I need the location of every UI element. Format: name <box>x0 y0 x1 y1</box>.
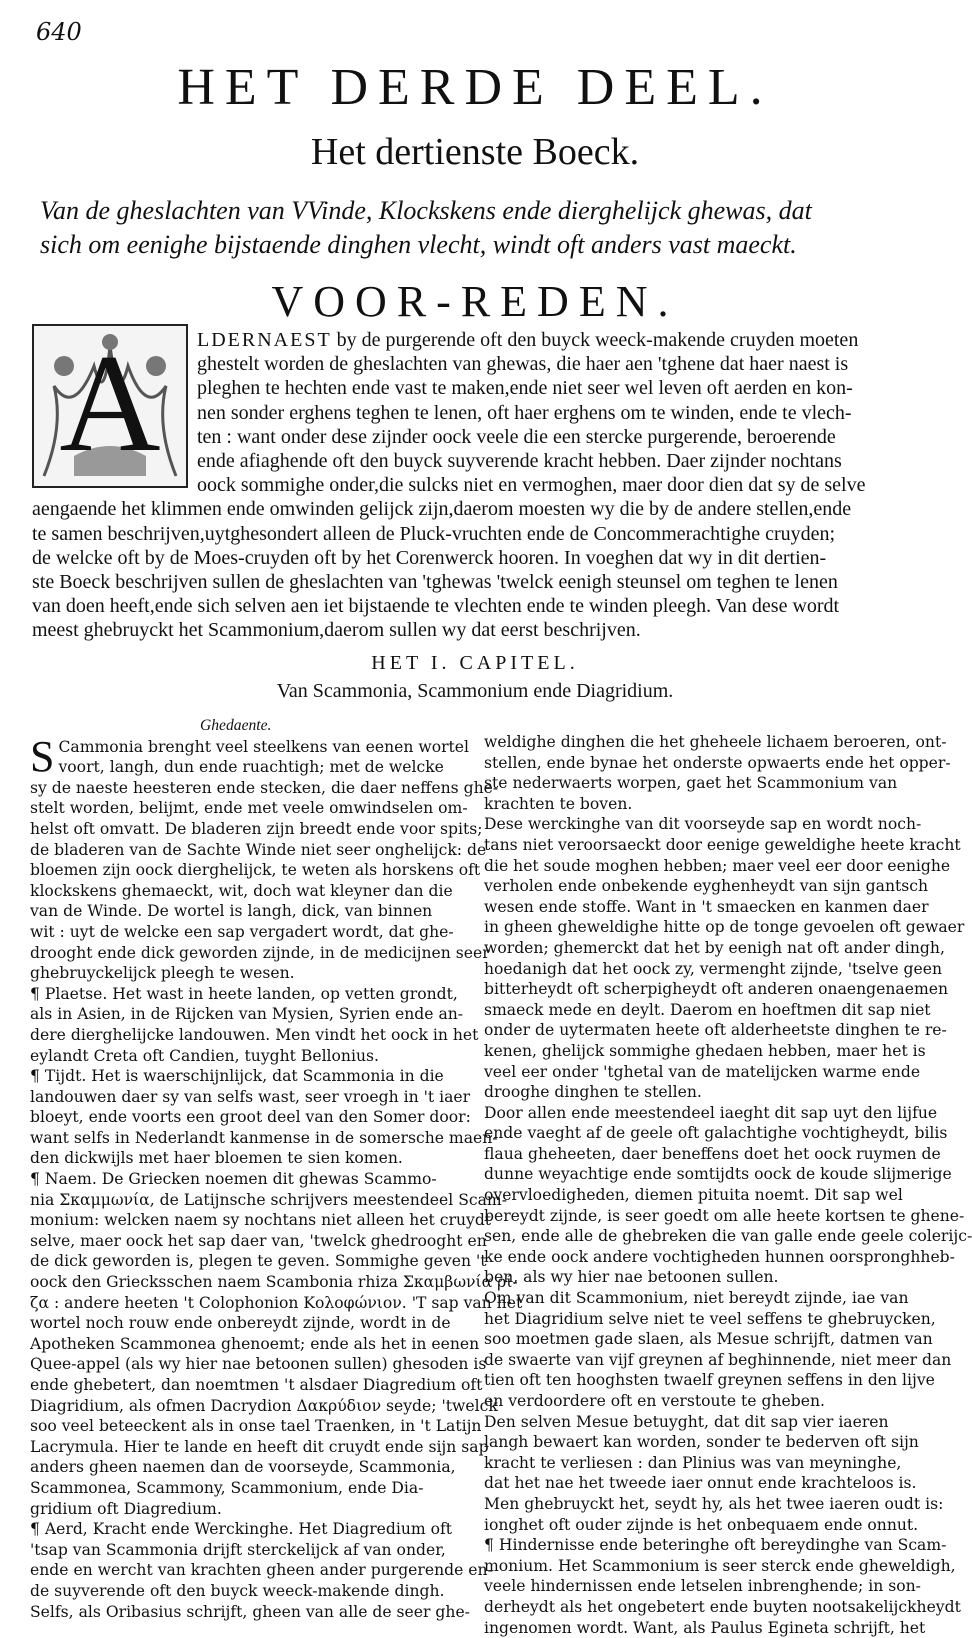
text-line: klockskens ghemaeckt, wit, doch wat kleyner dan die <box>30 881 453 900</box>
text-line: ste nederwaerts worpen, gaet het Scammonium van <box>484 774 898 793</box>
text-line: stelt worden, belijmt, ende met veele omwindselen om- <box>30 799 468 818</box>
drop-cap: S <box>30 731 55 781</box>
text-line: wit : uyt de welcke een sap vergadert wordt, dat ghe- <box>30 922 454 941</box>
left-column-lines <box>30 731 523 1623</box>
text-line: als in Asien, in de Rijcken van Mysien, Syrien ende an- <box>30 1005 464 1024</box>
text-line: bloemen zijn oock dierghelijck, te weten als horskens oft <box>30 861 481 880</box>
text-line: de dick geworden is, plegen te geven. Sommighe geven 't <box>30 1252 487 1271</box>
text-line: flaua gheheeten, daer beneffens doet het oock ruymen de <box>484 1144 941 1163</box>
text-line: ben, als wy hier nae betoonen sullen. <box>484 1268 779 1287</box>
text-line: de suyverende oft den buyck weeck-makende dingh. <box>30 1581 445 1600</box>
text-line: bloeyt, ende voorts een groot deel van den Somer door: <box>30 1108 471 1127</box>
text-line: hoedanigh dat het oock zy, vermenght zijnde, 'tselve geen <box>484 959 942 978</box>
preface-line: de welcke oft by de Moes-cruyden oft by het Corenwerck hooren. In voeghen dat wy in dit dertien- <box>32 546 827 569</box>
text-line: onder de uytermaten heete oft alderheetste dinghen te re- <box>484 1021 947 1040</box>
text-line: bereydt zijnde, is seer goedt om alle heete kortsen te ghene- <box>484 1206 965 1225</box>
text-line: Scammonea, Scammony, Scammonium, ende Dia- <box>30 1478 424 1497</box>
text-line: sy de naeste heesteren ende stecken, die daer neffens ghe- <box>30 778 499 797</box>
text-line: smaeck mede en deylt. Daerom en hoeftmen dit sap niet <box>484 1000 931 1019</box>
text-line: soo veel beteeckent als in onse tael Traenken, in 't Latijn <box>30 1417 482 1436</box>
text-line: landouwen daer sy van selfs wast, seer vroegh in 't iaer <box>30 1087 471 1106</box>
text-line: derheydt als het ongebetert ende buyten nootsakelijckheydt <box>484 1597 961 1616</box>
text-line: wesen ende stoffe. Want in 't smaecken en kanmen daer <box>484 897 929 916</box>
preface-line: ten : want onder dese zijnder oock veele die een stercke purgerende, beroerende <box>197 425 836 448</box>
chapter-title: Het dertienste Boeck. <box>310 131 640 173</box>
text-line: kenen, ghelijck sommighe ghedaen hebben, maer het is <box>484 1041 926 1060</box>
text-line: Diagridium, als ofmen Dacrydion Δακρύδιον seyde; 'twelck <box>30 1396 498 1415</box>
text-line: in gheen gheweldighe hitte op de tonge gevoelen oft gewaer <box>484 918 965 937</box>
text-line: Lacrymula. Hier te lande en heeft dit cruydt ende sijn sap <box>30 1437 489 1456</box>
text-line: eylandt Creta oft Candien, tuyght Bellonius. <box>30 1046 379 1065</box>
text-line: ¶ Naem. De Griecken noemen dit ghewas Scammo- <box>30 1170 437 1189</box>
preface-line: ste Boeck beschrijven sullen de gheslachten van 'tghewas 'twelck eenigh steunsel om teghen te lenen <box>32 571 838 594</box>
text-line: 'tsap van Scammonia drijft sterckelijck af van onder, <box>30 1540 446 1559</box>
left-column <box>30 716 523 1622</box>
text-line: stellen, ende bynae het onderste opwaerts ende het opper- <box>484 753 951 772</box>
text-line: drooghe dinghen te stellen. <box>484 1083 702 1102</box>
preface-line <box>32 328 922 352</box>
text-line: die het soude moghen hebben; maer veel eer door eenighe <box>484 856 951 875</box>
chapter-subtitle: Van Scammonia, Scammonium ende Diagridium. <box>276 680 674 702</box>
section-heading: Ghedaente. <box>200 717 272 734</box>
text-line: soo moetmen gade slaen, als Mesue schrijft, datmen van <box>484 1330 933 1349</box>
text-line: sen, ende alle de ghebreken die van galle ende geele colerijc- <box>484 1227 972 1246</box>
text-line: selve, maer oock het sap daer van, 'twelck ghedrooght en <box>30 1231 487 1250</box>
preface-line: oock sommighe onder,die sulcks niet en vermoghen, maer door dien dat sy de selve <box>197 474 866 497</box>
chapter-heading: HET I. CAPITEL. <box>371 652 579 674</box>
text-line: Selfs, als Oribasius schrijft, gheen van alle de seer ghe- <box>30 1602 470 1621</box>
text-line: ζα : andere heeten 't Colophonion Κολοφώνιον. 'T sap van het <box>30 1293 523 1312</box>
text-line: ¶ Tijdt. Het is waerschijnlijck, dat Scammonia in die <box>30 1067 444 1086</box>
text-line: Cammonia brenght veel steelkens van eenen wortel <box>58 737 470 756</box>
text-line: want selfs in Nederlandt kanmense in de somersche maen- <box>30 1128 498 1147</box>
preface-line: meest ghebruyckt het Scammonium,daerom sullen wy dat eerst beschrijven. <box>32 619 641 642</box>
text-line: overvloedigheden, diemen pituita noemt. Dit sap wel <box>484 1186 903 1205</box>
text-line: ¶ Hindernisse ende beteringhe oft bereydinghe van Scam- <box>484 1536 947 1555</box>
text-line: krachten te boven. <box>484 794 633 813</box>
preface-line: ende afiaghende oft den buyck suyverende kracht hebben. Daer zijnder nochtans <box>197 450 842 473</box>
initial-letter: A <box>59 326 161 481</box>
preface-first-word: LDERNAEST <box>197 329 332 351</box>
preface-line: pleghen te hechten ende vast te maken,ende niet seer wel leven oft aerden en kon- <box>197 377 853 400</box>
text-line: dere dierghelijcke landouwen. Men vindt het oock in het <box>30 1025 479 1044</box>
text-line: ende en wercht van krachten gheen ander purgerende en- <box>30 1561 493 1580</box>
text-line: ghebruyckelijck pleegh te wesen. <box>30 964 295 983</box>
text-line: tans niet veroorsaeckt door eenige geweldighe heete kracht <box>484 835 961 854</box>
text-line: oock den Griecksschen naem Scambonia rhiza Σκαμβωνία ρί- <box>30 1273 518 1292</box>
text-line: worden; ghemerckt dat het by eenigh nat oft ander dingh, <box>484 938 945 957</box>
subtitle-line: sich om eenighe bijstaende dinghen vlecht, windt oft anders vast maeckt. <box>40 230 797 259</box>
text-line: nia Σκαμμωνία, de Latijnsche schrijvers meestendeel Scam- <box>30 1190 507 1209</box>
text-line: ke ende oock andere vochtigheden hunnen oorspronghheb- <box>484 1247 955 1266</box>
preface-text <box>32 328 922 643</box>
text-line: anders gheen naemen dan de voorseyde, Scammonia, <box>30 1458 456 1477</box>
text-line: monium. Het Scammonium is seer sterck ende gheweldigh, <box>484 1556 956 1575</box>
text-line: dat het nae het tweede iaer onnut ende krachteloos is. <box>484 1474 917 1493</box>
text-line: de bladeren van de Sachte Winde niet seer onghelijck: de <box>30 840 487 859</box>
text-line: ionghet oft ouder zijnde is het onbequaem ende onnut. <box>484 1515 919 1534</box>
text-line: Quee-appel (als wy hier nae betoonen sullen) ghesoden is <box>30 1355 487 1374</box>
text-line: helst oft omvatt. De bladeren zijn breedt ende voor spits; <box>30 819 483 838</box>
text-line: de swaerte van vijf greynen af beghinnende, niet meer dan <box>484 1350 952 1369</box>
right-column-lines <box>484 732 972 1638</box>
right-column <box>484 732 972 1638</box>
text-line: veel eer onder 'tghetal van de matelijcken warme ende <box>484 1062 921 1081</box>
text-line: voort, langh, dun ende ruachtigh; met de welcke <box>58 758 444 777</box>
subtitle <box>40 194 920 262</box>
text-line: drooght ende dick geworden zijnde, in de medicijnen seer <box>30 943 490 962</box>
preface-line: ghestelt worden de gheslachten van ghewas, die haer aen 'tghene dat haer naest is <box>197 353 849 376</box>
text-line: ende vaeght af de geele oft galachtighe vochtigheydt, bilis <box>484 1124 948 1143</box>
text-line: Men ghebruyckt het, seydt hy, als het twee iaeren oudt is: <box>484 1494 944 1513</box>
text-line: ¶ Aerd, Kracht ende Werckinghe. Het Diagredium oft <box>30 1520 453 1539</box>
text-line: monium: welcken naem sy nochtans niet alleen het cruydt <box>30 1211 492 1230</box>
preface-line: nen sonder erghens teghen te lenen, oft haer erghens om te winden, ende te vlech- <box>197 401 852 424</box>
text-line: tien oft ten hooghsten twaelf greynen seffens in den lijve <box>484 1371 935 1390</box>
text-line: Dese werckinghe van dit voorseyde sap en wordt noch- <box>484 815 922 834</box>
text-line: het Diagridium selve niet te veel seffens te ghebruycken, <box>484 1309 936 1328</box>
subtitle-line: Van de gheslachten van VVinde, Klockskens ende dierghelijck ghewas, dat <box>40 196 812 225</box>
text-line: verholen ende onbekende eyghenheydt van sijn gantsch <box>484 877 929 896</box>
text-line: Den selven Mesue betuyght, dat dit sap vier iaeren <box>484 1412 889 1431</box>
text-line: veele hindernissen ende letselen inbrenghende; in son- <box>484 1577 921 1596</box>
text-line: weldighe dinghen die het gheheele lichaem beroeren, ont- <box>484 733 947 751</box>
text-line: bitterheydt oft scherpigheydt oft anderen onaengenaemen <box>484 980 949 999</box>
text-line: ende ghebetert, dan noemtmen 't alsdaer Diagredium oft <box>30 1376 483 1394</box>
text-line: van de Winde. De wortel is langh, dick, van binnen <box>30 902 433 921</box>
text-line: langh bewaert kan worden, sonder te bederven oft sijn <box>484 1433 919 1452</box>
preface-line: aengaende het klimmen ende omwinden gelijck zijn,daerom moesten wy die by de andere stellen,ende <box>32 498 852 521</box>
text-line: Om van dit Scammonium, niet bereydt zijnde, iae van <box>484 1289 909 1308</box>
text-line: Door allen ende meestendeel iaeght dit sap uyt den lijfue <box>484 1103 938 1122</box>
text-line: wortel noch rouw ende onbereydt zijnde, wordt in de <box>30 1314 451 1333</box>
text-line: kracht te verliesen : dan Plinius was van meyninghe, <box>484 1453 902 1472</box>
preface-line-text: by de purgerende oft den buyck weeck-makende cruyden moeten <box>331 329 859 351</box>
text-line: ingenomen wordt. Want, als Paulus Egineta schrijft, het <box>484 1618 926 1637</box>
text-line: en verdoordere oft en verstoute te gheben. <box>484 1392 825 1410</box>
preface-heading: VOOR-REDEN. <box>271 277 679 326</box>
text-line: dunne weyachtige ende somtijdts oock de koude slijmerige <box>484 1165 952 1184</box>
text-line: Apotheken Scammonea ghenoemt; ende als het in eenen <box>30 1334 480 1353</box>
preface-line: te samen beschrijven,uytghesondert alleen de Pluck-vruchten ende de Concommerachtighe cruyden; <box>32 522 836 545</box>
text-line: ¶ Plaetse. Het wast in heete landen, op vetten grondt, <box>30 984 458 1003</box>
page-number: 640 <box>36 18 82 46</box>
text-line: gridium oft Diagredium. <box>30 1499 222 1518</box>
preface-line: van doen heeft,ende sich selven aen iet bijstaende te vlechten ende te winden pleegh. Van dese wordt <box>32 595 840 618</box>
book-title: HET DERDE DEEL. <box>177 59 773 116</box>
text-line: den dickwijls met haer bloemen te sien komen. <box>30 1149 403 1168</box>
